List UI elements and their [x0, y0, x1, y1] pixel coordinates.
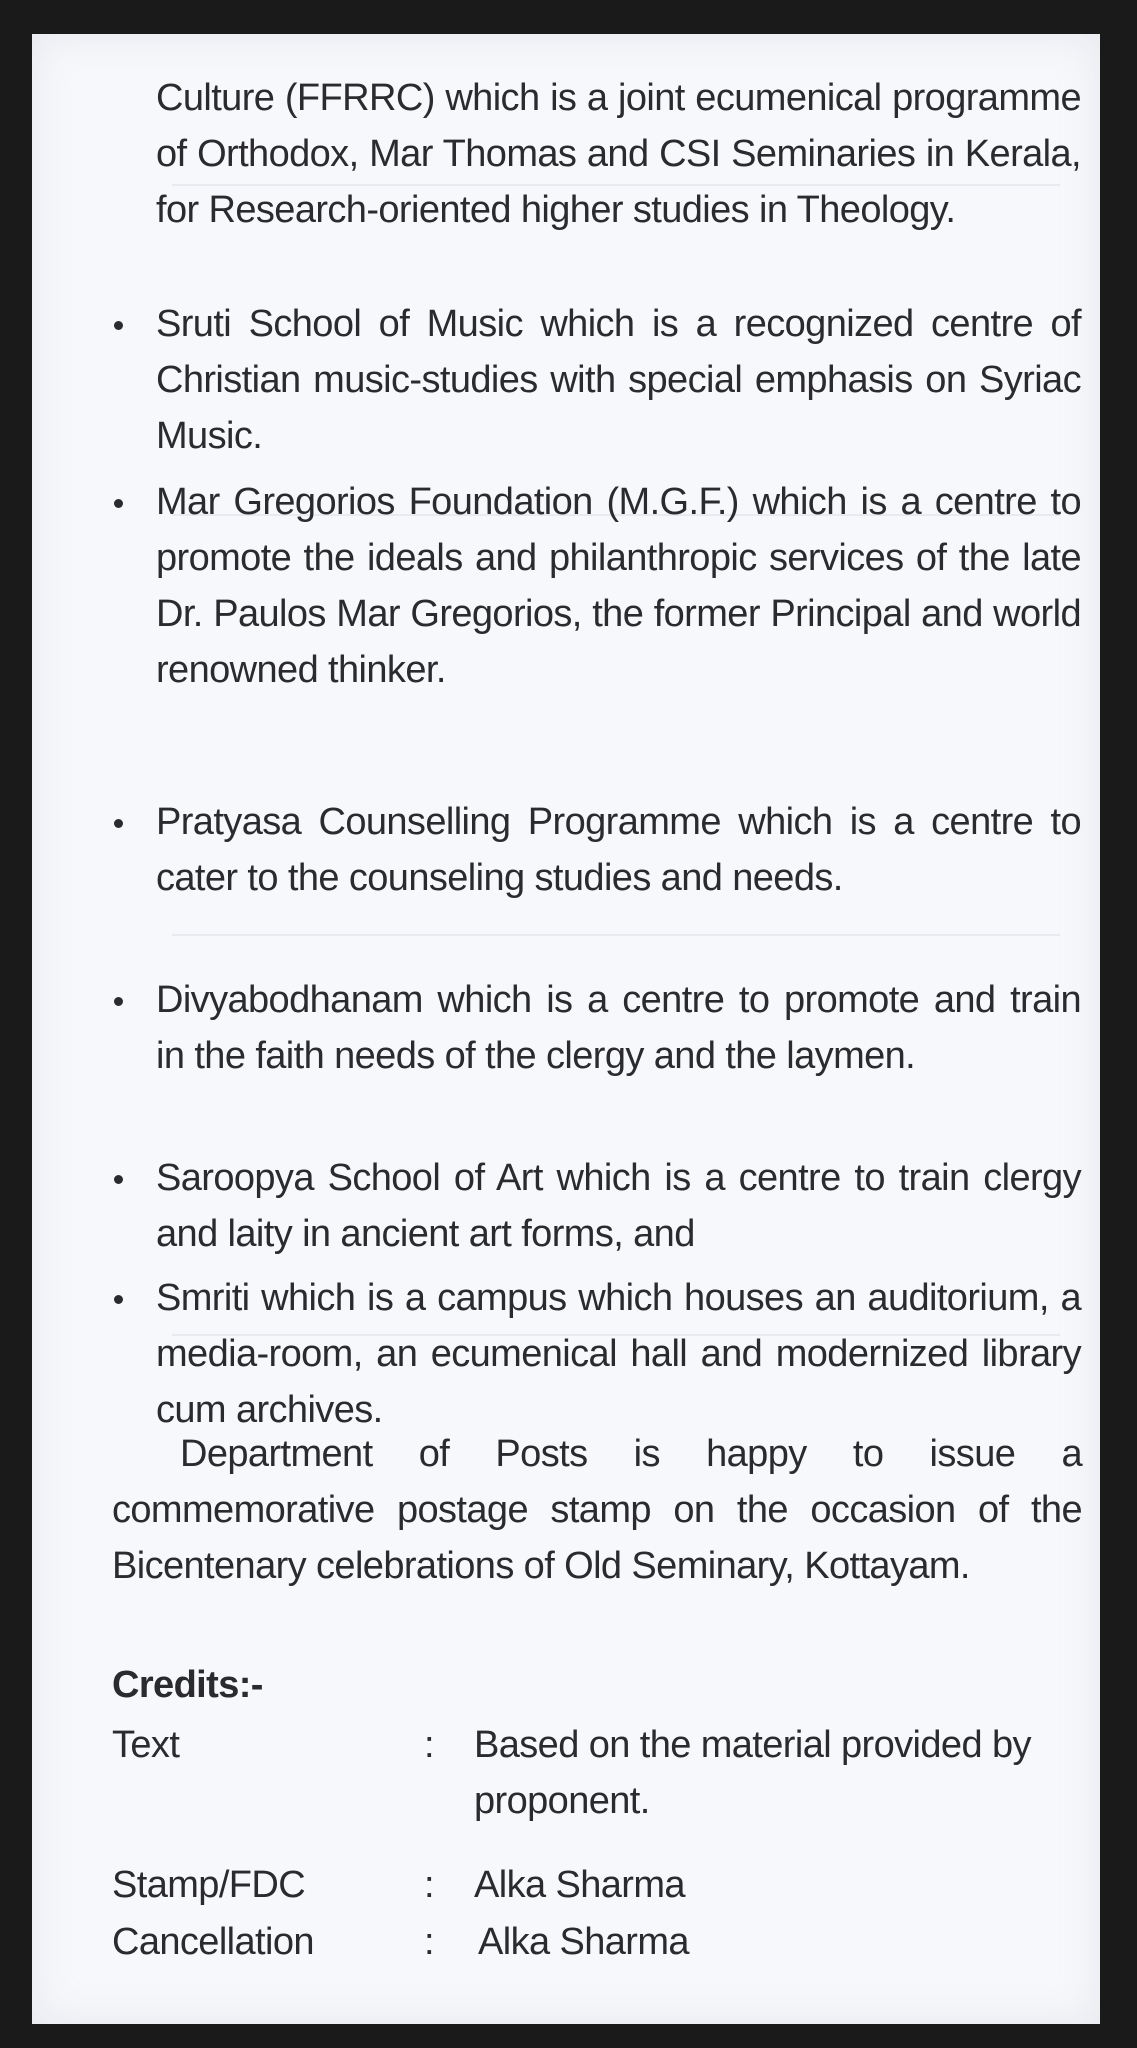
credit-separator: : — [424, 1724, 434, 1766]
list-item-text: Divyabodhanam which is a centre to promote and train in the faith needs of the clergy and the laymen. — [156, 979, 1081, 1077]
intro-paragraph: Culture (FFRRC) which is a joint ecumenical programme of Orthodox, Mar Thomas and CSI Seminaries in Kerala, for Research-oriented higher studies in Theology. — [156, 77, 1081, 231]
credit-label: Text — [112, 1724, 180, 1766]
credit-label: Stamp/FDC — [112, 1864, 306, 1906]
credit-label: Cancellation — [112, 1921, 314, 1963]
credits-heading: Credits:- — [112, 1664, 263, 1706]
list-item-text: Pratyasa Counselling Programme which is a centre to cater to the counseling studies and needs. — [156, 801, 1081, 899]
brochure-page — [32, 34, 1100, 2024]
list-item-text: Smriti which is a campus which houses an auditorium, a media-room, an ecumenical hall and modernized library cum archives. — [156, 1277, 1081, 1431]
credit-separator: : — [424, 1864, 434, 1906]
list-item-text: Mar Gregorios Foundation (M.G.F.) which is a centre to promote the ideals and philanthropic services of the late Dr. Paulos Mar Gregorios, the former Principal and world renowned thinker. — [156, 481, 1081, 691]
list-item — [156, 794, 1081, 906]
list-item — [156, 1270, 1081, 1438]
closing-paragraph: Department of Posts is happy to issue a commemorative postage stamp on the occasion of the Bicentenary celebrations of Old Seminary, Kottayam. — [112, 1433, 1082, 1587]
list-item — [156, 1150, 1081, 1262]
list-item — [156, 474, 1081, 698]
credit-value: Alka Sharma — [474, 1864, 685, 1906]
show-through-line — [172, 934, 1060, 936]
bullet-icon — [114, 997, 123, 1006]
credit-separator: : — [424, 1921, 434, 1963]
credit-value: Alka Sharma — [478, 1921, 689, 1963]
list-item — [156, 972, 1081, 1084]
bullet-icon — [114, 1295, 123, 1304]
bullet-icon — [114, 819, 123, 828]
bullet-icon — [114, 1175, 123, 1184]
bullet-icon — [114, 499, 123, 508]
bullet-icon — [114, 321, 123, 330]
credit-value: Based on the material provided by proponent. — [474, 1724, 1031, 1822]
list-item-text: Saroopya School of Art which is a centre to train clergy and laity in ancient art forms, and — [156, 1157, 1081, 1255]
list-item — [156, 296, 1081, 464]
list-item-text: Sruti School of Music which is a recognized centre of Christian music-studies with special emphasis on Syriac Music. — [156, 303, 1081, 457]
